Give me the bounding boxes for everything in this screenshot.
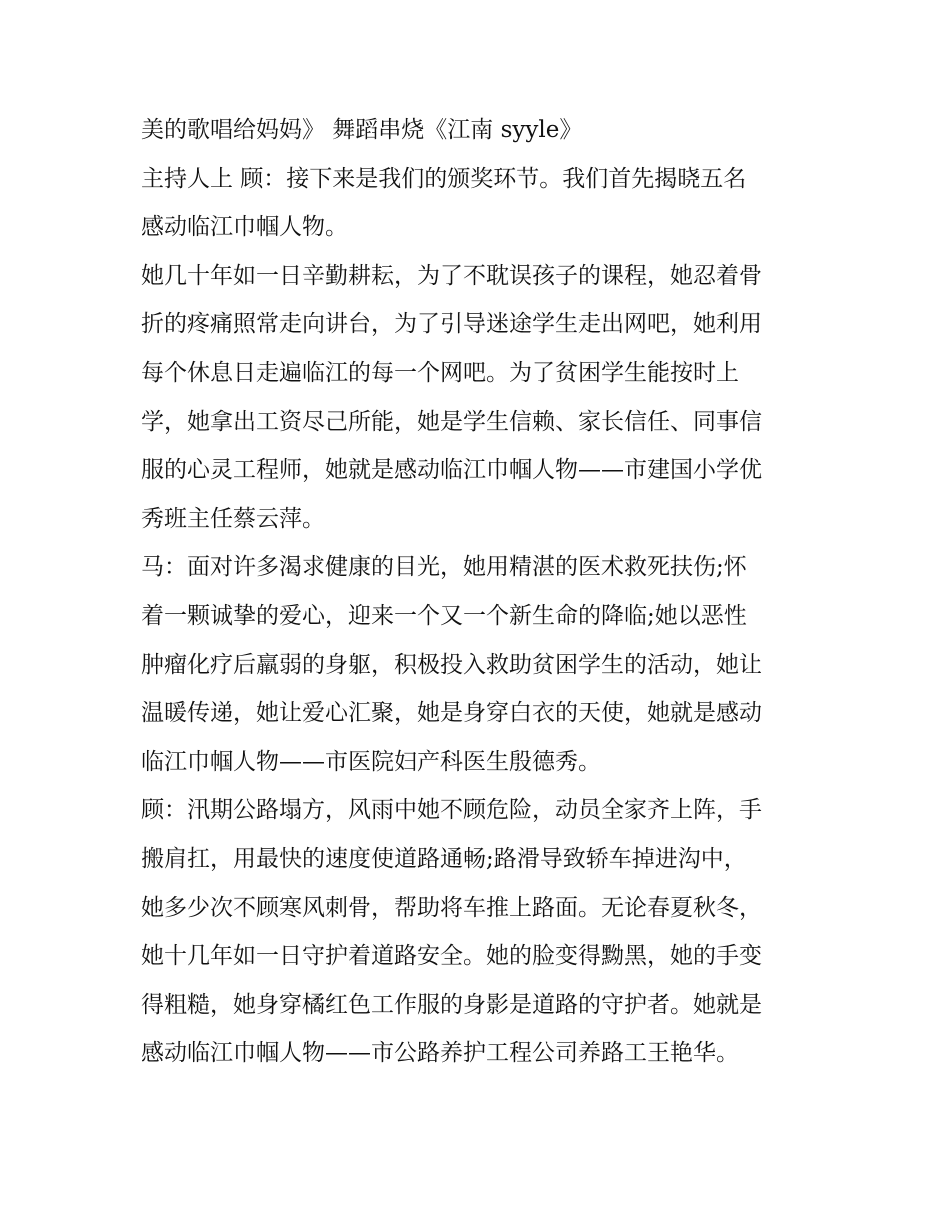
text-line: 肿瘤化疗后羸弱的身躯，积极投入救助贫困学生的活动，她让 [141,651,762,678]
text-line: 搬肩扛，用最快的速度使道路通畅;路滑导致轿车掉进沟中， [141,845,747,872]
text-line: 她几十年如一日辛勤耕耘，为了不耽误孩子的课程，她忍着骨 [141,262,762,289]
text-line: 她十几年如一日守护着道路安全。她的脸变得黝黑，她的手变 [141,943,762,970]
text-line: 美的歌唱给妈妈》 舞蹈串烧《江南 syyle》 [141,117,583,143]
text-line: 温暖传递，她让爱心汇聚，她是身穿白衣的天使，她就是感动 [141,700,762,727]
text-line: 感动临江巾帼人物。 [141,214,348,241]
text-line: 每个休息日走遍临江的每一个网吧。为了贫困学生能按时上 [141,359,739,386]
text-line: 顾：汛期公路塌方，风雨中她不顾危险，动员全家齐上阵，手 [141,797,762,824]
text-line: 临江巾帼人物——市医院妇产科医生殷德秀。 [141,748,601,775]
text-line: 折的疼痛照常走向讲台，为了引导迷途学生走出网吧，她利用 [141,311,762,338]
text-line: 感动临江巾帼人物——市公路养护工程公司养路工王艳华。 [141,1040,739,1067]
text-line: 秀班主任蔡云萍。 [141,505,325,532]
text-line: 学，她拿出工资尽己所能，她是学生信赖、家长信任、同事信 [141,408,762,435]
text-line: 马：面对许多渴求健康的目光，她用精湛的医术救死扶伤;怀 [141,554,747,581]
document-body [141,106,831,1078]
text-line: 主持人上 顾：接下来是我们的颁奖环节。我们首先揭晓五名 [141,165,747,192]
text-line: 得粗糙，她身穿橘红色工作服的身影是道路的守护者。她就是 [141,991,762,1018]
text-line: 她多少次不顾寒风刺骨，帮助将车推上路面。无论春夏秋冬， [141,894,762,921]
text-line: 服的心灵工程师，她就是感动临江巾帼人物——市建国小学优 [141,457,762,484]
text-line: 着一颗诚挚的爱心，迎来一个又一个新生命的降临;她以恶性 [141,602,747,629]
